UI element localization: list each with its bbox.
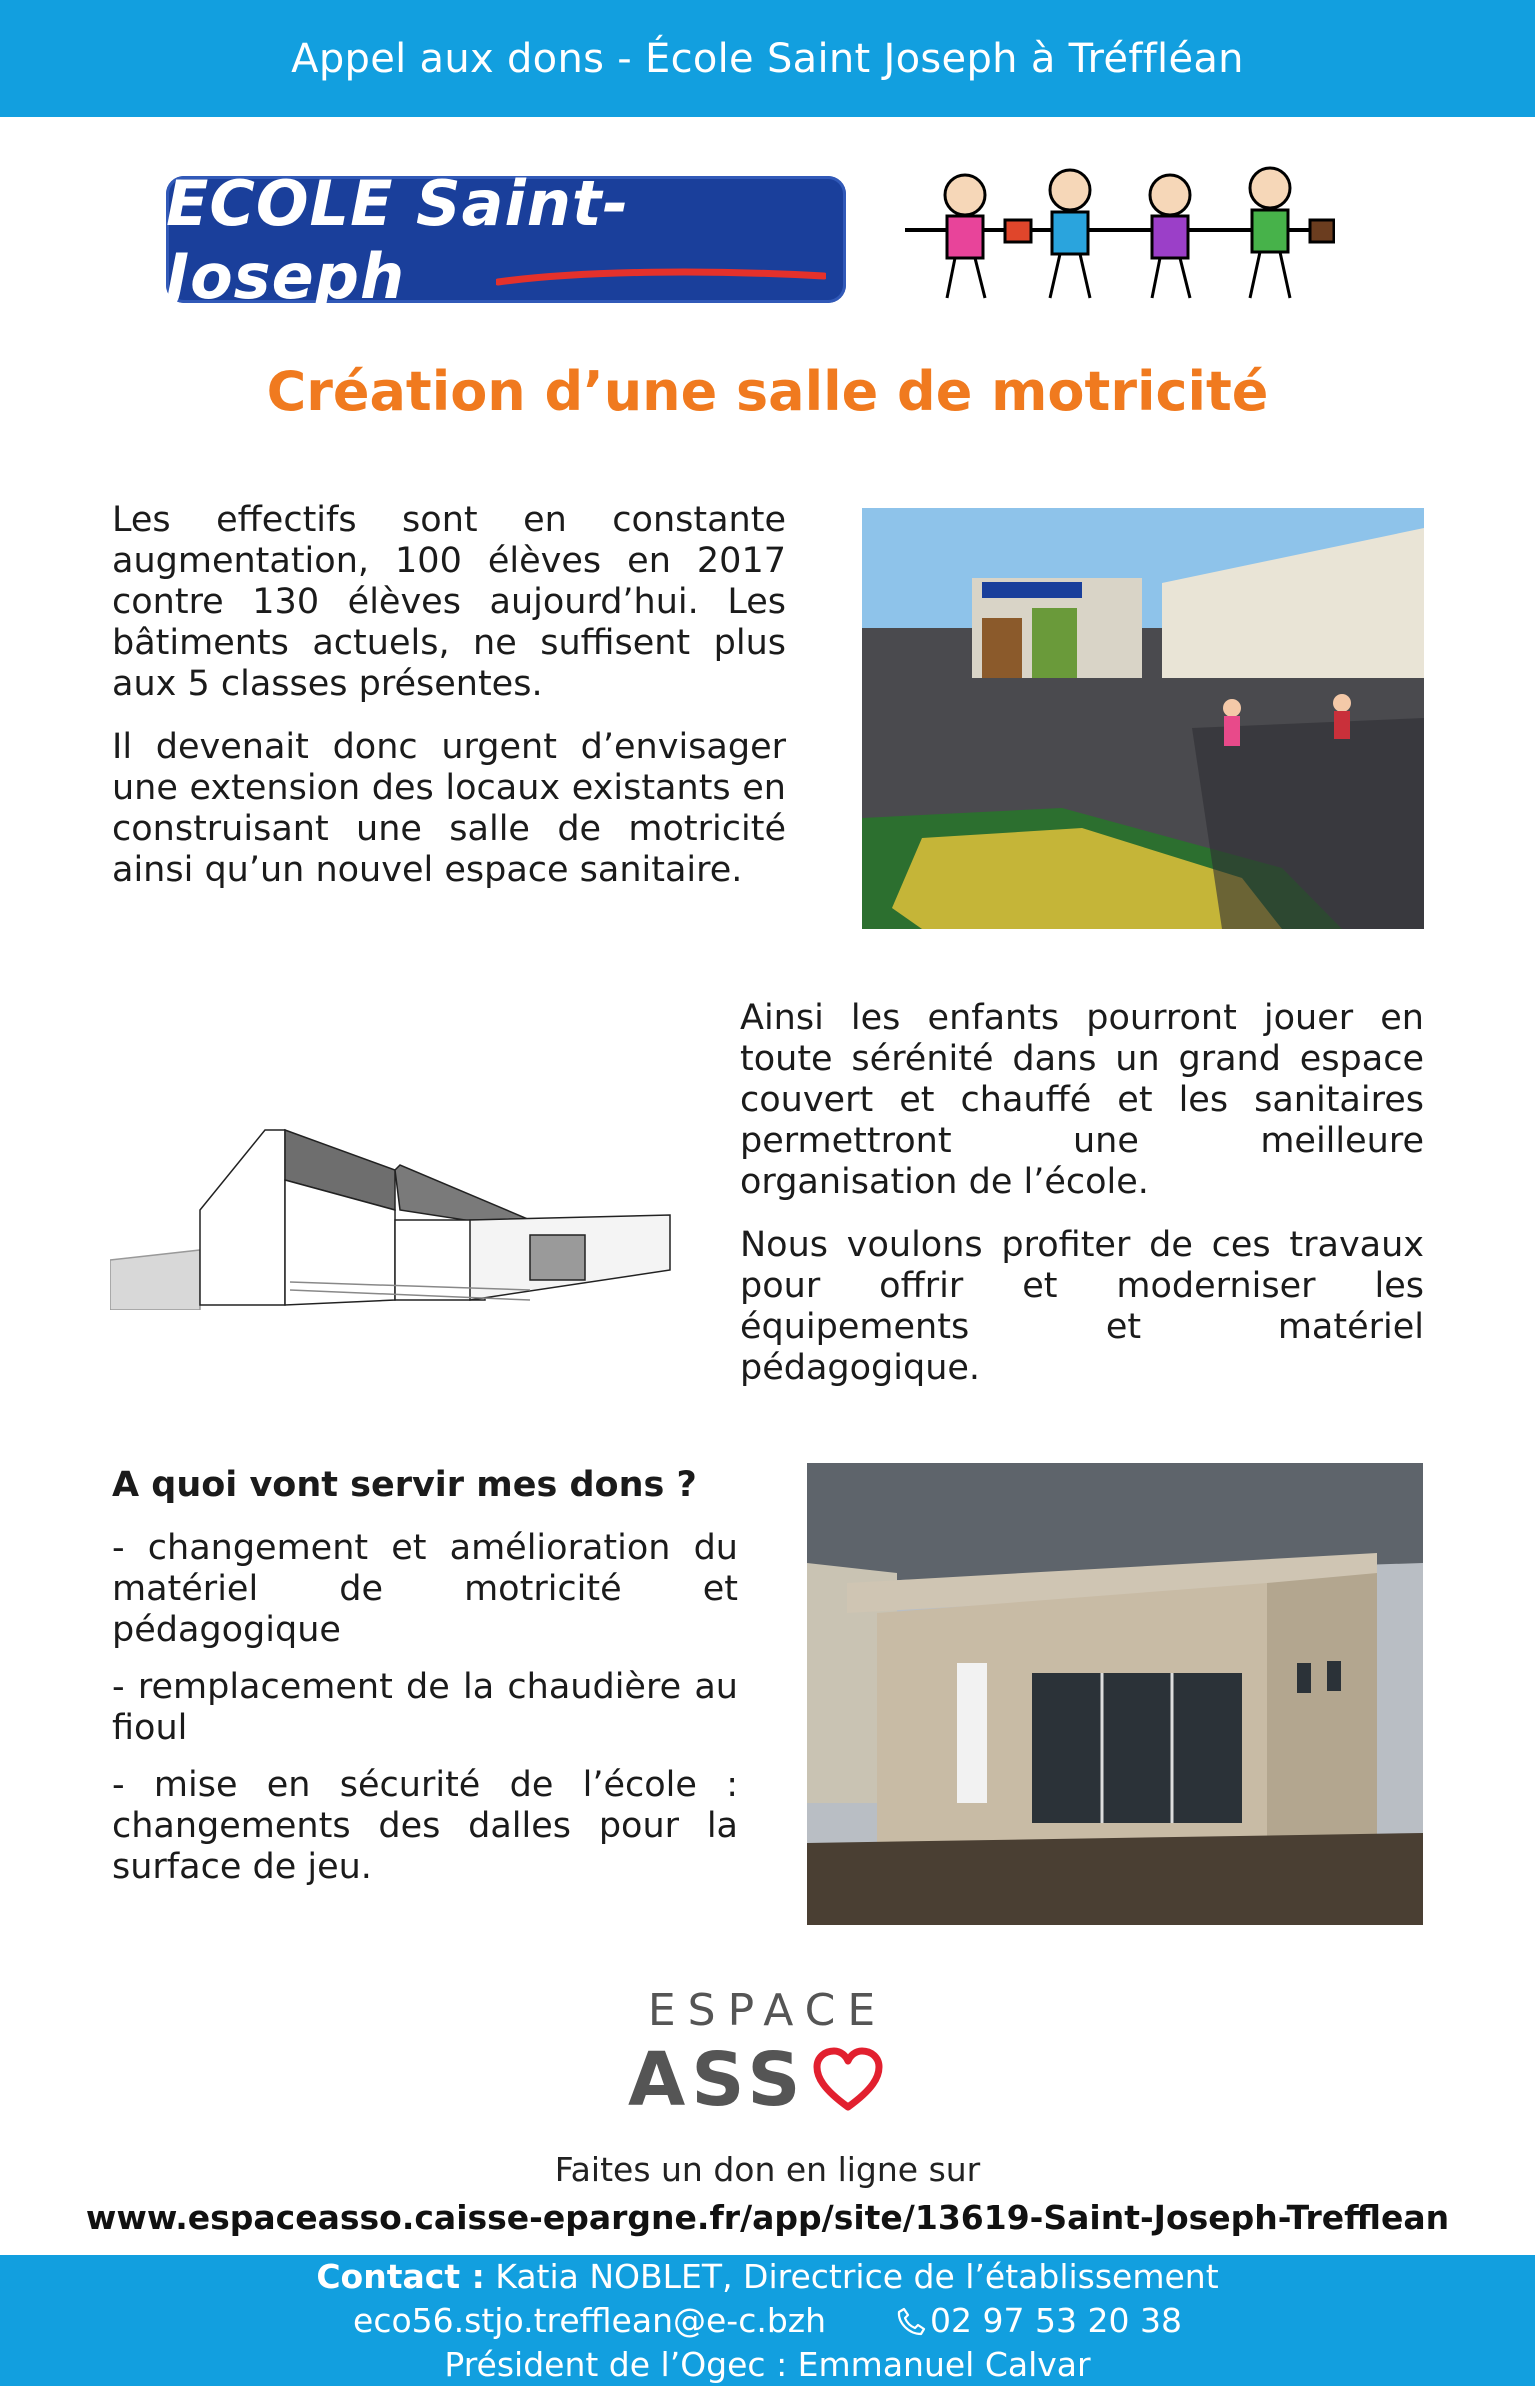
espaceasso-asso: ASS: [628, 2037, 807, 2123]
donations-heading: A quoi vont servir mes dons ?: [112, 1465, 697, 1505]
school-logo: [166, 166, 846, 313]
heart-icon: [813, 2047, 883, 2113]
intro-paragraph-2: Il devenait donc urgent d’envisager une extension des locaux existants en construisant une salle de motricité ainsi qu’un nouvel espace sanitaire.: [112, 727, 786, 890]
section-benefits: [740, 998, 1424, 1411]
contact-label: Contact :: [316, 2257, 485, 2296]
contact-email-link[interactable]: eco56.stjo.trefflean@e-c.bzh: [353, 2301, 827, 2340]
contact-name: Katia NOBLET, Directrice de l’établissement: [484, 2257, 1219, 2296]
donation-item-3: - mise en sécurité de l’école : changements des dalles pour la surface de jeu.: [112, 1765, 738, 1887]
section-donations: [112, 1465, 738, 1904]
footer-contact-details: [0, 2301, 1535, 2340]
footer-contact: [0, 2257, 1535, 2296]
footer-president: Président de l’Ogec : Emmanuel Calvar: [444, 2345, 1091, 2384]
phone-icon: [896, 2306, 926, 2336]
donation-url-link[interactable]: www.espaceasso.caisse-epargne.fr/app/site/13619-Saint-Joseph-Trefflean: [85, 2198, 1450, 2237]
page-headline: Création d’une salle de motricité: [266, 360, 1269, 423]
donation-item-1: - changement et amélioration du matériel de motricité et pédagogique: [112, 1528, 738, 1650]
benefits-paragraph-2: Nous voulons profiter de ces travaux pour offrir et moderniser les équipements et matériel pédagogique.: [740, 1225, 1424, 1388]
donate-online-text: Faites un don en ligne sur: [554, 2150, 981, 2189]
espaceasso-espace: ESPACE: [647, 1985, 888, 2036]
benefits-paragraph-1: Ainsi les enfants pourront jouer en toute sérénité dans un grand espace couvert et chauffé et les sanitaires permettront une meilleure organisation de l’école.: [740, 998, 1424, 1202]
banner-title: Appel aux dons - École Saint Joseph à Tréffléan: [291, 35, 1244, 82]
children-chain-icon: [905, 160, 1335, 310]
footer-banner: [0, 2255, 1535, 2386]
new-building-photo: [807, 1463, 1423, 1925]
logo-swoosh-icon: [496, 266, 826, 288]
schoolyard-photo: [862, 508, 1424, 929]
top-banner: [0, 0, 1535, 117]
school-logo-text: ECOLE Saint-Joseph: [166, 166, 630, 313]
intro-paragraph-1: Les effectifs sont en constante augmentation, 100 élèves en 2017 contre 130 élèves aujourd’hui. Les bâtiments actuels, ne suffisent plus aux 5 classes présentes.: [112, 500, 786, 704]
contact-phone-link[interactable]: 02 97 53 20 38: [930, 2301, 1182, 2340]
espaceasso-logo: [628, 2037, 883, 2123]
building-sketch: [110, 1110, 680, 1310]
donation-item-2: - remplacement de la chaudière au fioul: [112, 1667, 738, 1748]
section-intro: [112, 500, 786, 913]
